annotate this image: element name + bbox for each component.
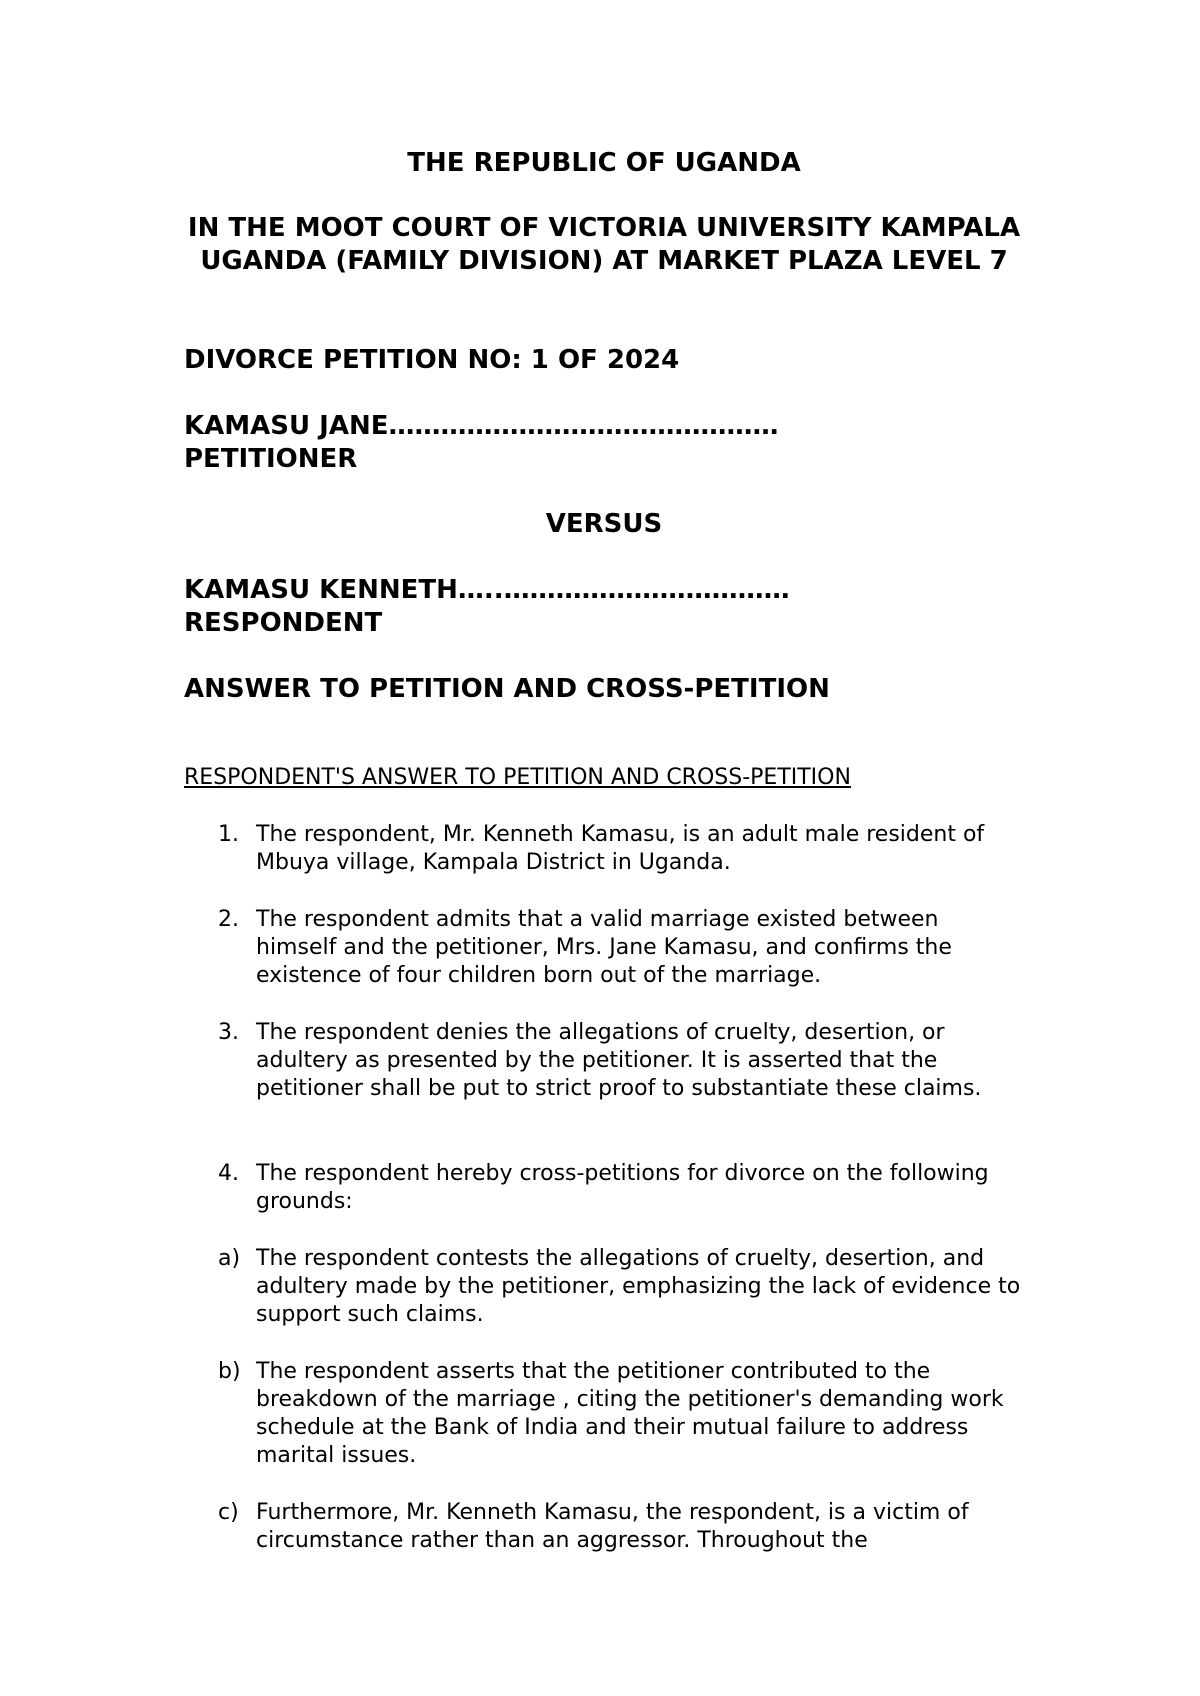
- list-marker: 1.: [218, 822, 239, 847]
- versus-label: VERSUS: [545, 509, 663, 539]
- list-item-text: The respondent admits that a valid marriage existed between himself and the petitioner, Mrs. Jane Kamasu, and confirms the existence of four children born out of the marriage.: [256, 907, 952, 988]
- respondent-name: KAMASU KENNETH…..……………………………: [184, 575, 790, 605]
- court-heading: IN THE MOOT COURT OF VICTORIA UNIVERSITY KAMPALA UGANDA (FAMILY DIVISION) AT MARKET PLAZA LEVEL 7: [187, 213, 1021, 276]
- list-marker: 2.: [218, 907, 239, 932]
- petitioner-name: KAMASU JANE………………………………………: [184, 411, 779, 441]
- list-item-text: The respondent hereby cross-petitions for divorce on the following grounds:: [256, 1161, 989, 1214]
- list-marker: a): [218, 1246, 241, 1271]
- list-item-text: The respondent contests the allegations of cruelty, desertion, and adultery made by the petitioner, emphasizing the lack of evidence to support such claims.: [256, 1246, 1021, 1327]
- document-title: ANSWER TO PETITION AND CROSS-PETITION: [184, 674, 830, 704]
- section-heading: RESPONDENT'S ANSWER TO PETITION AND CROSS-PETITION: [184, 765, 851, 790]
- list-marker: c): [218, 1500, 239, 1525]
- list-item-text: The respondent denies the allegations of cruelty, desertion, or adultery as presented by the petitioner. It is asserted that the petitioner shall be put to strict proof to substantiate these claims.: [256, 1020, 982, 1101]
- list-item-text: The respondent, Mr. Kenneth Kamasu, is an adult male resident of Mbuya village, Kampala District in Uganda.: [256, 822, 985, 875]
- respondent-role: RESPONDENT: [184, 608, 383, 638]
- list-marker: 4.: [218, 1161, 239, 1186]
- republic-heading: THE REPUBLIC OF UGANDA: [407, 148, 801, 178]
- document-page: [184, 0, 1024, 1696]
- petition-number: DIVORCE PETITION NO: 1 OF 2024: [184, 345, 680, 375]
- list-item-text: The respondent asserts that the petitioner contributed to the breakdown of the marriage , citing the petitioner's demanding work schedule at the Bank of India and their mutual failure to address marital issues.: [256, 1359, 1004, 1468]
- petitioner-role: PETITIONER: [184, 444, 358, 474]
- list-marker: b): [218, 1359, 241, 1384]
- list-marker: 3.: [218, 1020, 239, 1045]
- list-item-text: Furthermore, Mr. Kenneth Kamasu, the respondent, is a victim of circumstance rather than an aggressor. Throughout the: [256, 1500, 969, 1553]
